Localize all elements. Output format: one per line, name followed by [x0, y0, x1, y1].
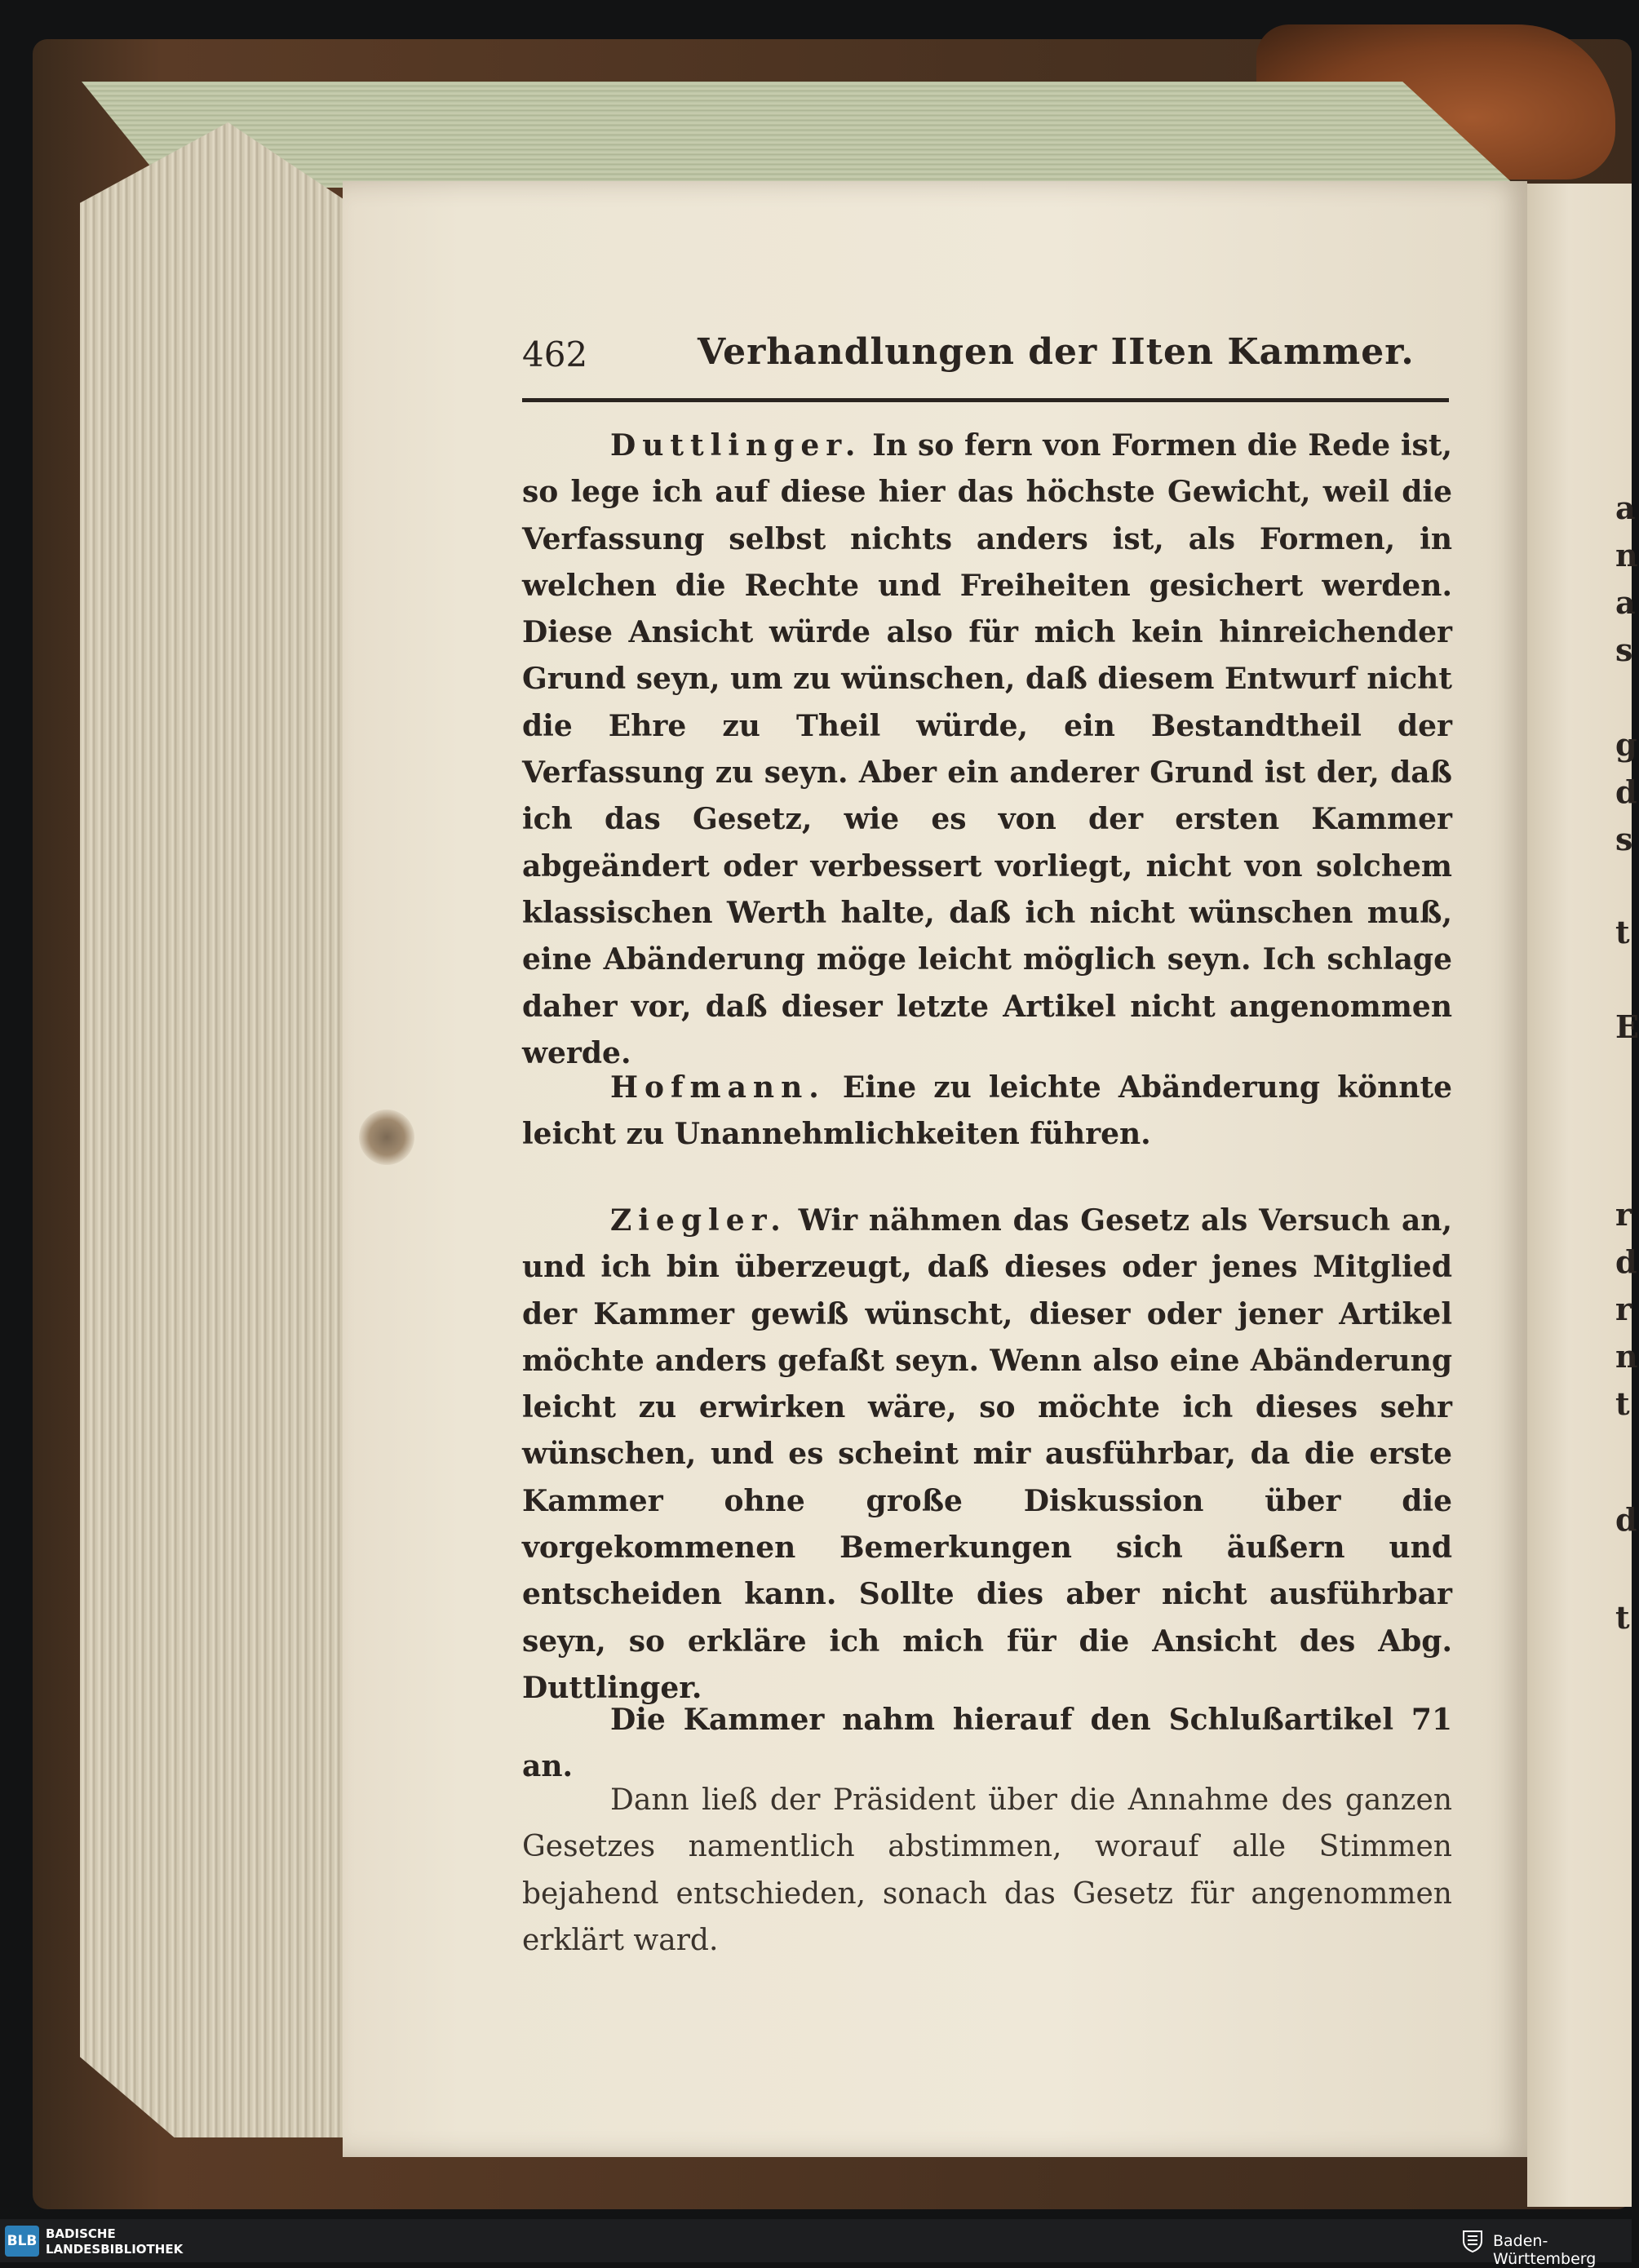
paragraph-text: In so fern von Formen die Rede ist, so lege ich auf diese hier das höchste Gewicht, weil die Verfassung selbst nichts anders ist, als Formen, in welchen die Rechte und Freiheiten gesichert werden. Diese Ansicht würde also für mich kein hinreichender Grund seyn, um zu wünschen, daß diesem Entwurf nicht die Ehre zu Theil würde, ein Bestandtheil der Verfassung zu seyn. Aber ein anderer Grund ist der, daß ich das Gesetz, wie es von der ersten Kammer abgeändert oder verbessert vorliegt, nicht von solchem klassischen Werth halte, daß ich nicht wünschen muß, eine Abänderung möge leicht möglich seyn. Ich schlage daher vor, daß dieser letzte Artikel nicht angenommen werde.: [522, 428, 1452, 1070]
paragraph-duttlinger: [522, 423, 1452, 1077]
paragraph-text: Dann ließ der Präsident über die Annahme des ganzen Gesetzes namentlich abstimmen, worauf alle Stimmen bejahend entschieden, sonach das Gesetz für angenommen erklärt ward.: [522, 1783, 1452, 1957]
facing-char: t: [1615, 1385, 1630, 1422]
state-label: Baden-Württemberg: [1493, 2232, 1597, 2268]
header-rule: [522, 398, 1449, 402]
facing-char: E: [1615, 1008, 1639, 1045]
facing-char: d: [1615, 1243, 1637, 1280]
paragraph-text: Die Kammer nahm hierauf den Schlußartikel 71 an.: [522, 1703, 1452, 1784]
viewer-footer: [0, 2219, 1632, 2268]
facing-char: a: [1615, 489, 1636, 526]
library-name-line1: BADISCHE: [46, 2226, 116, 2241]
blb-logo-icon[interactable]: BLB: [5, 2226, 39, 2257]
facing-page: [1527, 184, 1632, 2207]
facing-char: g: [1615, 726, 1637, 763]
facing-char: r: [1615, 1196, 1632, 1233]
facing-char: a: [1615, 584, 1636, 621]
paragraph-text: Wir nähmen das Gesetz als Versuch an, und ich bin überzeugt, daß dieses oder jenes Mitglied der Kammer gewiß wünscht, dieser oder jener Artikel möchte anders gefaßt seyn. Wenn also eine Abänderung leicht zu erwirken wäre, so möchte ich dieses sehr wünschen, und es scheint mir ausführbar, da die erste Kammer ohne große Diskussion über die vorgekommenen Bemerkungen sich äußern und entscheiden kann. Sollte dies aber nicht ausführbar seyn, so erkläre ich mich für die Ansicht des Abg. Duttlinger.: [522, 1203, 1452, 1705]
page-number: 462: [522, 334, 588, 374]
facing-char: d: [1615, 773, 1637, 810]
facing-char: t: [1615, 914, 1630, 950]
library-name-line2: LANDESBIBLIOTHEK: [46, 2242, 184, 2257]
page-edges-side: [80, 122, 349, 2137]
paragraph-text: Eine zu leichte Abänderung könnte leicht zu Unannehmlichkeiten führen.: [522, 1070, 1452, 1152]
facing-char: d: [1615, 1501, 1637, 1538]
facing-char: s: [1615, 821, 1633, 857]
paper-stain: [359, 1110, 414, 1165]
speaker-name: Duttlinger.: [610, 428, 862, 463]
facing-char: n: [1615, 537, 1638, 574]
paragraph-hofmann: [522, 1065, 1452, 1158]
speaker-name: Hofmann.: [610, 1070, 826, 1105]
facing-char: n: [1615, 1338, 1638, 1375]
coat-of-arms-icon: [1460, 2229, 1485, 2253]
running-head: Verhandlungen der IIten Kammer.: [698, 331, 1415, 373]
speaker-name: Ziegler.: [610, 1203, 787, 1238]
facing-char: t: [1615, 1599, 1630, 1636]
paragraph-abstimmung: [522, 1777, 1452, 1964]
facing-char: r: [1615, 1291, 1632, 1327]
paragraph-ziegler: [522, 1198, 1452, 1712]
facing-char: s: [1615, 631, 1633, 668]
